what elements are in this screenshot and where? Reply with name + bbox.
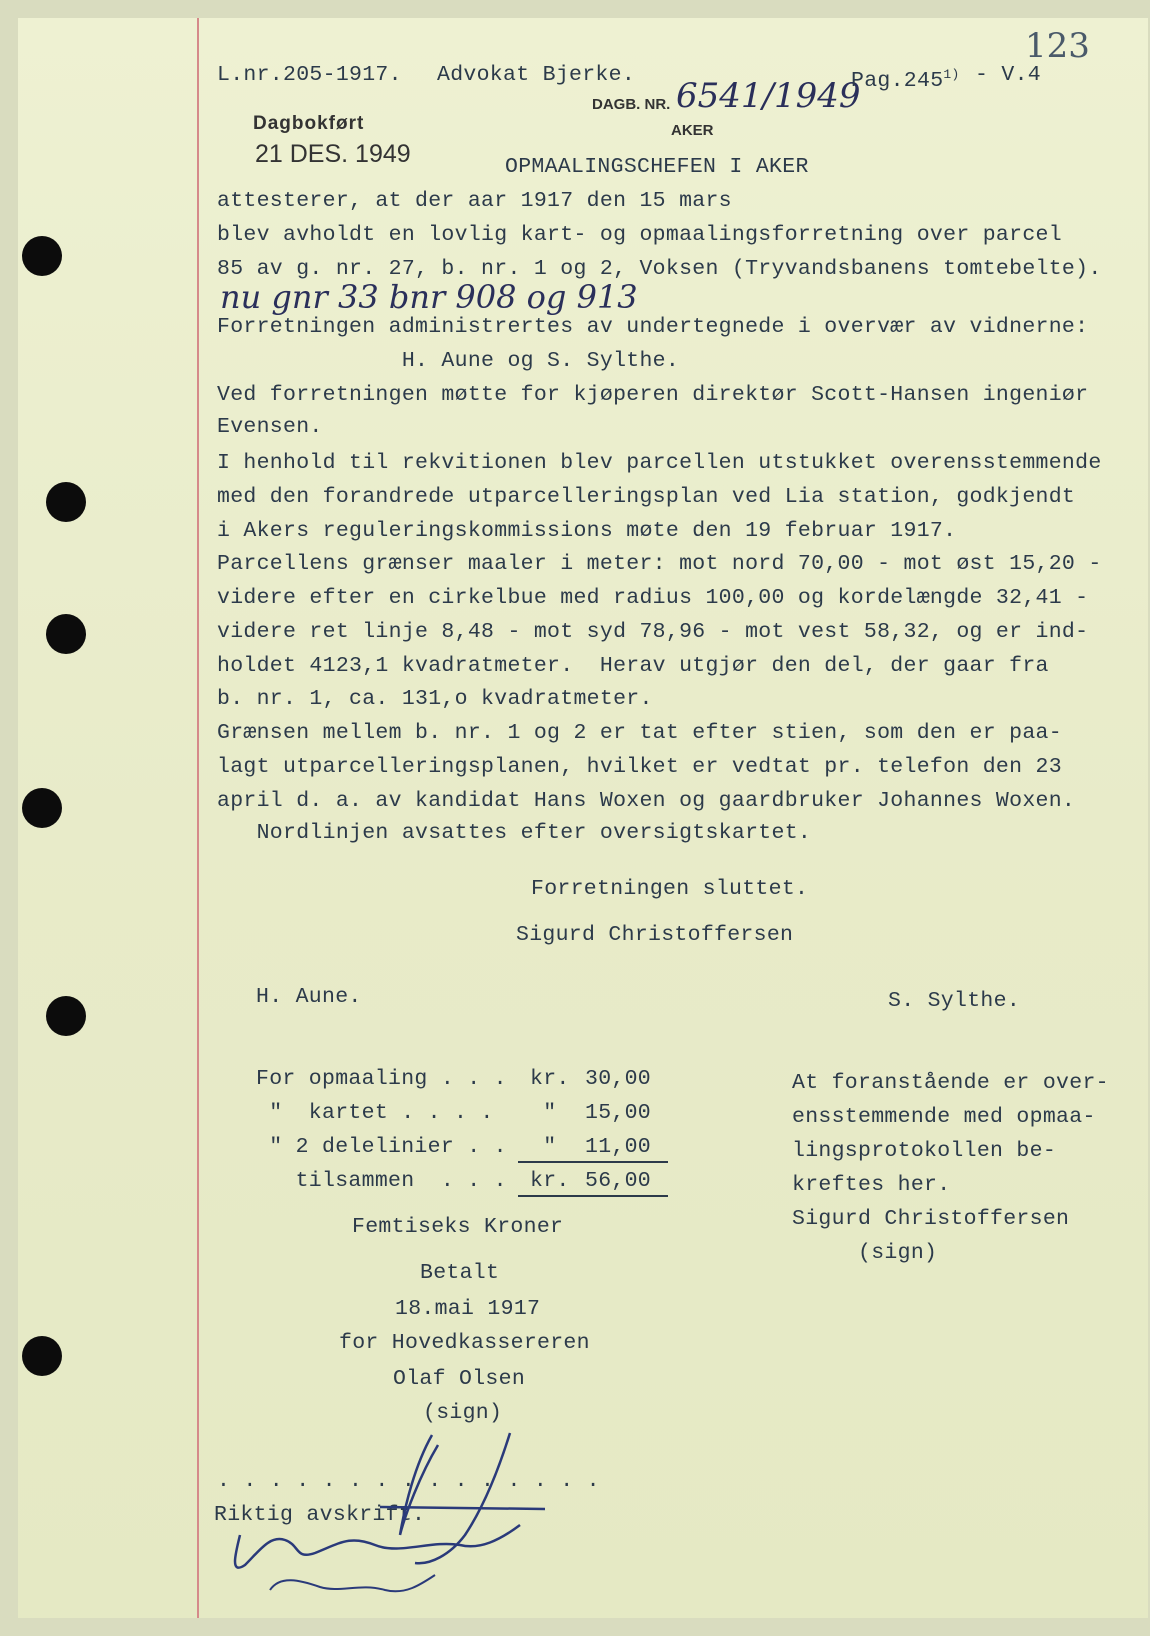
reference-number: L.nr.205-1917. bbox=[217, 63, 402, 87]
certification-signer: Sigurd Christoffersen bbox=[792, 1207, 1070, 1231]
body-line: 85 av g. nr. 27, b. nr. 1 og 2, Voksen (Tryvandsbanens tomtebelte). bbox=[217, 257, 1102, 281]
punch-hole bbox=[46, 996, 86, 1036]
paid-signer: Olaf Olsen bbox=[393, 1367, 526, 1391]
advokat-name: Advokat Bjerke. bbox=[437, 63, 636, 87]
certification-line: kreftes her. bbox=[792, 1173, 951, 1197]
fee-row-amount: 30,00 bbox=[585, 1067, 652, 1091]
certification-line: At foranstående er over- bbox=[792, 1071, 1109, 1095]
punch-hole bbox=[46, 482, 86, 522]
body-line: lagt utparcelleringsplanen, hvilket er vedtat pr. telefon den 23 bbox=[217, 755, 1062, 779]
total-in-words: Femtiseks Kroner bbox=[352, 1215, 564, 1239]
body-line: I henhold til rekvitionen blev parcellen utstukket overensstemmende bbox=[217, 451, 1102, 475]
dagbokfort-label: Dagbokført bbox=[253, 113, 365, 134]
fee-row-label: " 2 delelinier . . bbox=[256, 1135, 507, 1159]
fee-row-currency: " bbox=[530, 1135, 557, 1159]
body-line: blev avholdt en lovlig kart- og opmaalingsforretning over parcel bbox=[217, 223, 1062, 247]
fee-row-amount: 11,00 bbox=[585, 1135, 652, 1159]
subtotal-underline bbox=[518, 1161, 668, 1163]
total-underline bbox=[518, 1195, 668, 1197]
fee-row-currency: kr. bbox=[530, 1067, 570, 1091]
dagb-number: 6541/1949 bbox=[676, 76, 861, 116]
body-line: attesterer, at der aar 1917 den 15 mars bbox=[217, 189, 732, 213]
body-line: i Akers reguleringskommissions møte den 19 februar 1917. bbox=[217, 519, 957, 543]
body-line: Evensen. bbox=[217, 415, 323, 439]
body-line: b. nr. 1, ca. 131,o kvadratmeter. bbox=[217, 687, 653, 711]
punch-hole bbox=[22, 1336, 62, 1376]
aker-stamp: AKER bbox=[671, 122, 714, 139]
punch-hole bbox=[22, 788, 62, 828]
body-line: april d. a. av kandidat Hans Woxen og gaardbruker Johannes Woxen. bbox=[217, 789, 1076, 813]
body-line: Nordlinjen avsattes efter oversigtskartet. bbox=[217, 821, 812, 845]
punch-hole bbox=[46, 614, 86, 654]
copy-note: Riktig avskrift. bbox=[214, 1503, 426, 1527]
heading: OPMAALINGSCHEFEN I AKER bbox=[505, 155, 809, 179]
body-line: holdet 4123,1 kvadratmeter. Herav utgjør den del, der gaar fra bbox=[217, 654, 1049, 678]
witness-right: S. Sylthe. bbox=[888, 989, 1021, 1013]
fee-total-label: tilsammen . . . bbox=[256, 1169, 507, 1193]
certification-line: lingsprotokollen be- bbox=[792, 1139, 1057, 1163]
margin-line bbox=[197, 18, 199, 1618]
fee-row-label: For opmaaling . . . bbox=[256, 1067, 507, 1091]
paid-line: Betalt bbox=[420, 1261, 500, 1285]
handwritten-note: nu gnr 33 bnr 908 og 913 bbox=[220, 278, 638, 316]
volume-reference: - V.4 bbox=[975, 63, 1042, 87]
signature-drawing bbox=[200, 1425, 560, 1615]
folio-number: 123 bbox=[1025, 26, 1090, 66]
paid-date: 18.mai 1917 bbox=[395, 1297, 541, 1321]
dotted-line: . . . . . . . . . . . . . . . bbox=[217, 1469, 600, 1493]
certification-line: ensstemmende med opmaa- bbox=[792, 1105, 1096, 1129]
body-line: Parcellens grænser maaler i meter: mot nord 70,00 - mot øst 15,20 - bbox=[217, 552, 1102, 576]
witness-left: H. Aune. bbox=[256, 985, 362, 1009]
body-line: Forretningen administrertes av undertegnede i overvær av vidnerne: bbox=[217, 315, 1089, 339]
dagb-label: DAGB. NR. bbox=[592, 96, 671, 113]
body-line: H. Aune og S. Sylthe. bbox=[217, 349, 680, 373]
stamp-date: 21 DES. 1949 bbox=[255, 140, 411, 168]
body-line: Grænsen mellem b. nr. 1 og 2 er tat efter stien, som den er paa- bbox=[217, 721, 1062, 745]
paid-sign: (sign) bbox=[423, 1401, 503, 1425]
paid-for: for Hovedkassereren bbox=[339, 1331, 590, 1355]
body-line: videre ret linje 8,48 - mot syd 78,96 - mot vest 58,32, og er ind- bbox=[217, 620, 1089, 644]
fee-row-amount: 15,00 bbox=[585, 1101, 652, 1125]
signer-name: Sigurd Christoffersen bbox=[516, 923, 794, 947]
punch-hole bbox=[22, 236, 62, 276]
certification-sign: (sign) bbox=[792, 1241, 938, 1265]
fee-total-amount: 56,00 bbox=[585, 1169, 652, 1193]
closing-line: Forretningen sluttet. bbox=[531, 877, 809, 901]
fee-total-currency: kr. bbox=[530, 1169, 570, 1193]
body-line: med den forandrede utparcelleringsplan ved Lia station, godkjendt bbox=[217, 485, 1076, 509]
page-reference: Pag.245$^{1)}$ bbox=[851, 67, 960, 94]
fee-row-label: " kartet . . . . bbox=[256, 1101, 494, 1125]
body-line: Ved forretningen møtte for kjøperen direktør Scott-Hansen ingeniør bbox=[217, 383, 1089, 407]
body-line: videre efter en cirkelbue med radius 100,00 og kordelængde 32,41 - bbox=[217, 586, 1089, 610]
fee-row-currency: " bbox=[530, 1101, 557, 1125]
